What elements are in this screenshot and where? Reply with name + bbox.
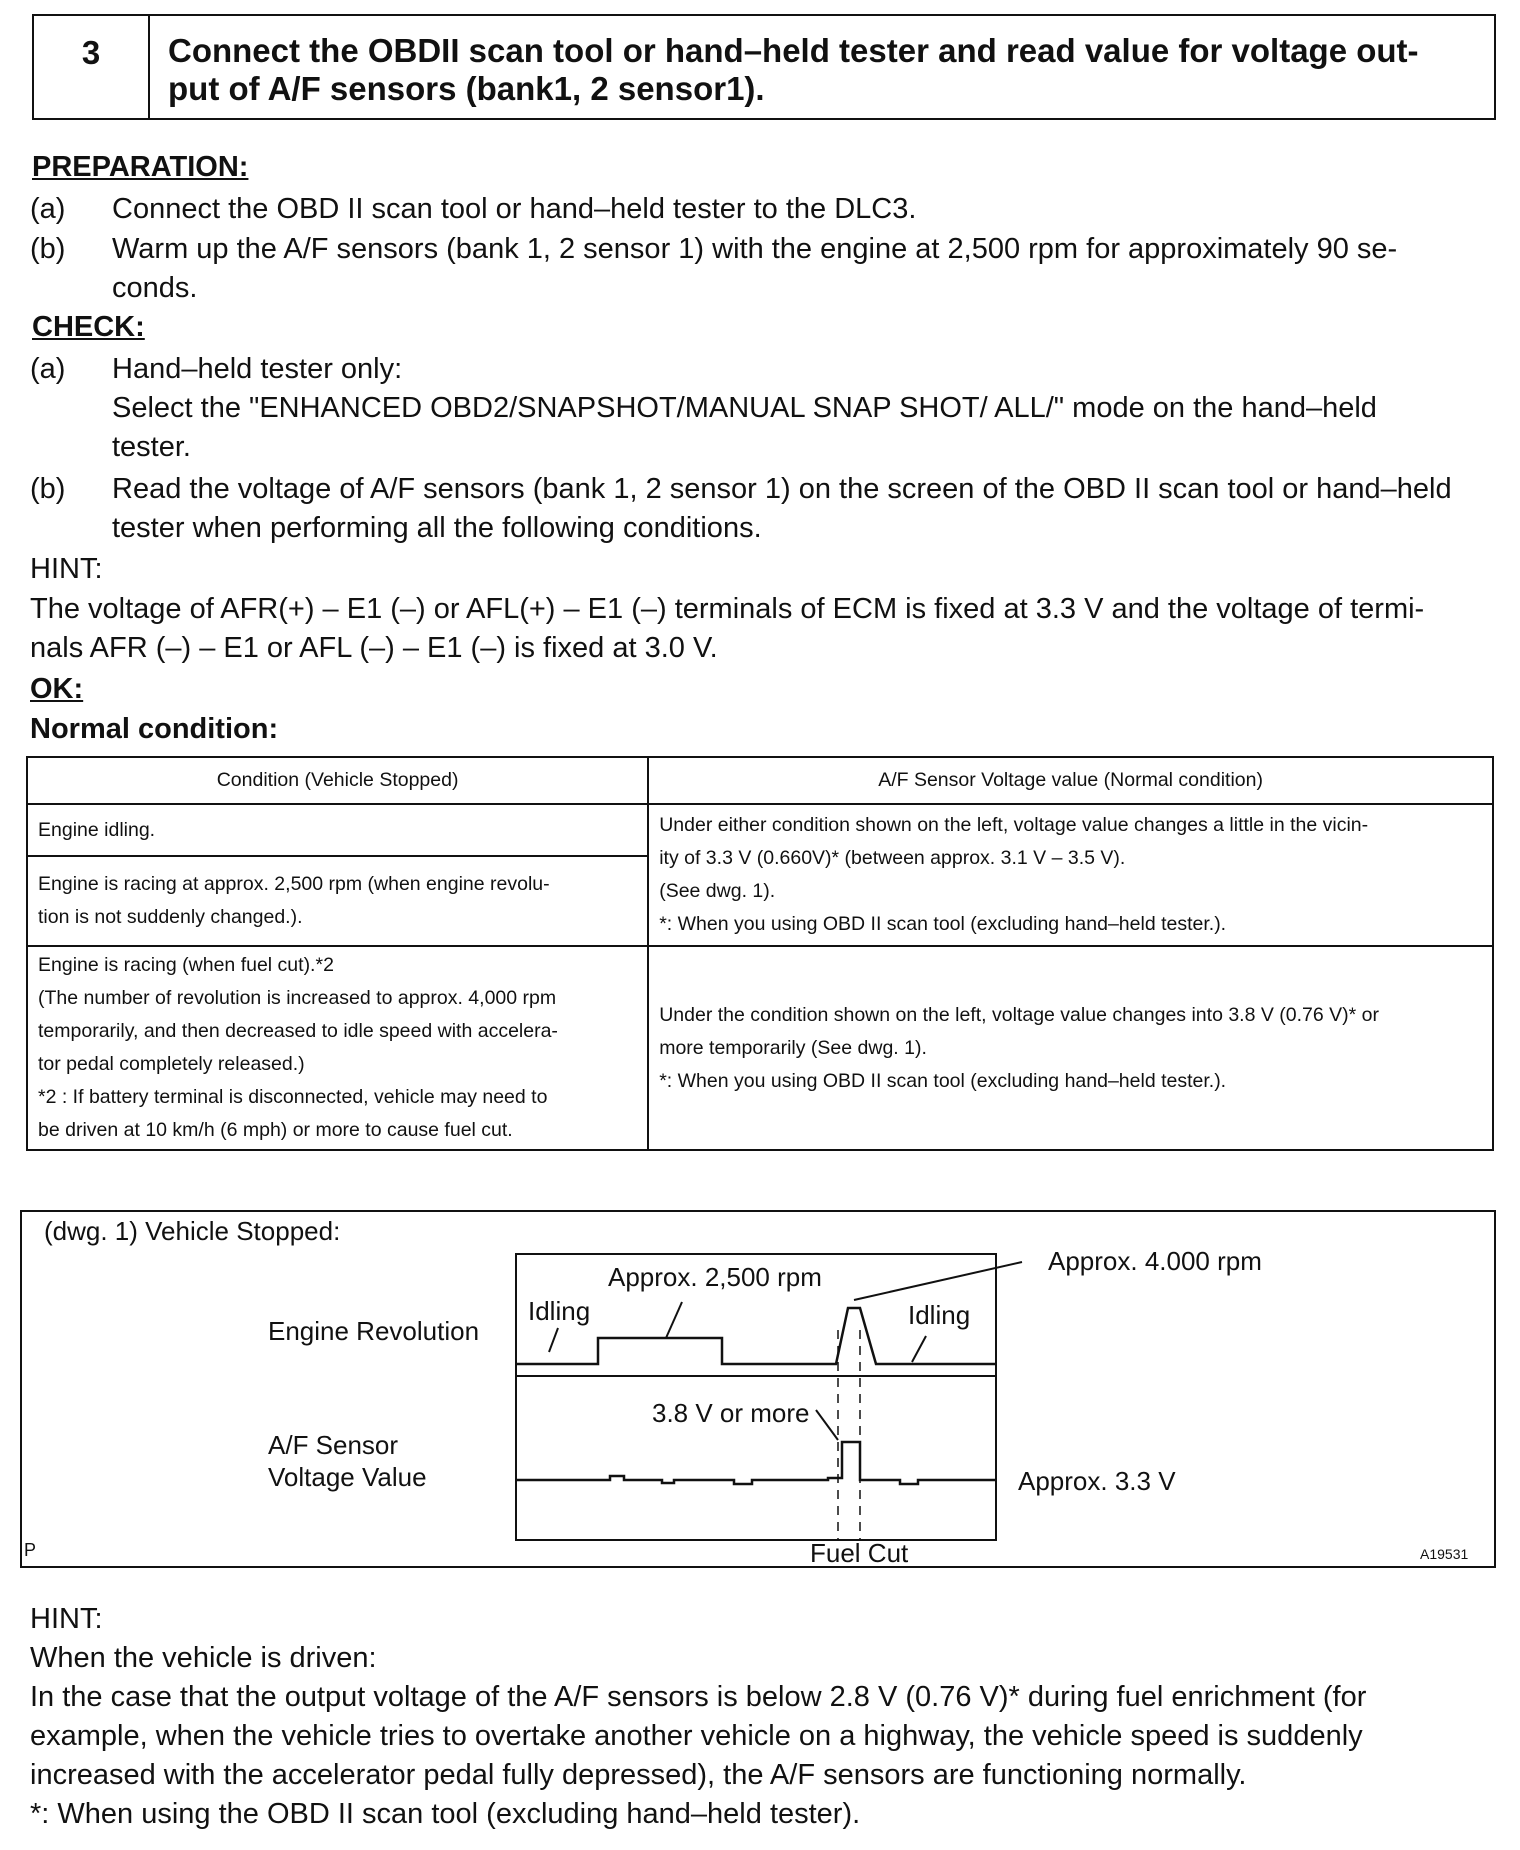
leader-line: [912, 1336, 926, 1362]
item-text: Connect the OBD II scan tool or hand–held tester to the DLC3.: [112, 193, 917, 225]
figure-caption: (dwg. 1) Vehicle Stopped:: [44, 1216, 341, 1246]
check-heading: CHECK:: [32, 311, 145, 343]
step-title: [150, 16, 1494, 118]
item-text: tester.: [112, 431, 191, 463]
rpm-2500-label: Approx. 2,500 rpm: [608, 1262, 822, 1292]
item-text: tester when performing all the following conditions.: [112, 512, 762, 544]
table-row: [27, 946, 1493, 1150]
hint-line: *: When using the OBD II scan tool (excluding hand–held tester).: [30, 1798, 861, 1830]
item-label: (a): [30, 193, 66, 225]
hint-line: When the vehicle is driven:: [30, 1642, 377, 1674]
hint-driven-block: [30, 1600, 1500, 1834]
leader-line: [549, 1328, 558, 1352]
hint-heading: HINT:: [30, 553, 103, 585]
check-item-b: [30, 470, 1500, 548]
voltage-33-label: Approx. 3.3 V: [1018, 1466, 1176, 1496]
hint-line: increased with the accelerator pedal fully depressed), the A/F sensors are functioning normally.: [30, 1759, 1247, 1791]
rpm-4000-label: Approx. 4.000 rpm: [1048, 1246, 1262, 1276]
check-item-a: [30, 350, 1500, 467]
cell-line: be driven at 10 km/h (6 mph) or more to cause fuel cut.: [38, 1119, 513, 1141]
column-header: A/F Sensor Voltage value (Normal condition): [648, 757, 1493, 804]
hint-line: nals AFR (–) – E1 or AFL (–) – E1 (–) is fixed at 3.0 V.: [30, 632, 718, 664]
sensor-voltage-trace: [516, 1442, 996, 1484]
table-row: [27, 804, 1493, 856]
voltage-diagram: [20, 1210, 1496, 1568]
item-text: Read the voltage of A/F sensors (bank 1, 2 sensor 1) on the screen of the OBD II scan tool or hand–held: [112, 473, 1452, 505]
item-label: (b): [30, 473, 66, 505]
cell-line: (The number of revolution is increased to approx. 4,000 rpm: [38, 987, 557, 1009]
table-cell: [27, 856, 648, 946]
item-text: conds.: [112, 272, 198, 304]
item-text: Hand–held tester only:: [112, 353, 403, 385]
table-header-row: [27, 757, 1493, 804]
sensor-voltage-label: Voltage Value: [268, 1462, 427, 1492]
ok-heading: OK:: [30, 673, 84, 705]
cell-line: (See dwg. 1).: [659, 880, 776, 902]
leader-line: [666, 1302, 682, 1338]
cell-line: tor pedal completely released.): [38, 1053, 305, 1075]
hint-text: [30, 590, 1500, 668]
table-cell: [648, 804, 1493, 946]
fuel-cut-label: Fuel Cut: [810, 1538, 909, 1568]
idling-label: Idling: [528, 1296, 591, 1326]
normal-condition-heading: Normal condition:: [30, 713, 279, 745]
step-title-line: put of A/F sensors (bank1, 2 sensor1).: [168, 70, 765, 107]
cell-line: tion is not suddenly changed.).: [38, 906, 303, 928]
cell-line: Engine is racing at approx. 2,500 rpm (when engine revolu-: [38, 873, 550, 895]
item-label: (a): [30, 353, 66, 385]
preparation-item-a: [30, 190, 1500, 229]
step-header: [32, 14, 1496, 120]
leader-line: [816, 1410, 838, 1440]
column-header: Condition (Vehicle Stopped): [27, 757, 648, 804]
hint-line: In the case that the output voltage of the A/F sensors is below 2.8 V (0.76 V)* during fuel enrichment (for: [30, 1681, 1367, 1713]
cell-line: temporarily, and then decreased to idle speed with accelera-: [38, 1020, 558, 1042]
hint-line: The voltage of AFR(+) – E1 (–) or AFL(+) – E1 (–) terminals of ECM is fixed at 3.3 V and the voltage of termi-: [30, 593, 1425, 625]
condition-table: [26, 756, 1494, 1151]
item-label: (b): [30, 233, 66, 265]
cell-line: *: When you using OBD II scan tool (excluding hand–held tester.).: [659, 913, 1227, 935]
preparation-item-b: [30, 230, 1500, 308]
cell-line: Engine is racing (when fuel cut).*2: [38, 954, 334, 976]
table-cell: Engine idling.: [27, 804, 648, 856]
cell-line: *: When you using OBD II scan tool (excluding hand–held tester.).: [659, 1069, 1227, 1092]
item-text: Select the "ENHANCED OBD2/SNAPSHOT/MANUAL SNAP SHOT/ ALL/" mode on the hand–held: [112, 392, 1377, 424]
sensor-voltage-label: A/F Sensor: [268, 1430, 399, 1460]
cell-line: Under either condition shown on the left, voltage value changes a little in the vicin-: [659, 814, 1369, 836]
engine-revolution-label: Engine Revolution: [268, 1316, 480, 1346]
hint-heading: HINT:: [30, 1603, 103, 1635]
idling-label: Idling: [908, 1300, 971, 1330]
cell-line: Under the condition shown on the left, voltage value changes into 3.8 V (0.76 V)* or: [659, 1003, 1379, 1026]
step-number: 3: [34, 16, 150, 118]
cell-line: more temporarily (See dwg. 1).: [659, 1036, 927, 1059]
table-cell: [27, 946, 648, 1150]
cell-line: ity of 3.3 V (0.660V)* (between approx. 3.1 V – 3.5 V).: [659, 847, 1126, 869]
item-text: Warm up the A/F sensors (bank 1, 2 sensor 1) with the engine at 2,500 rpm for approximately 90 se-: [112, 233, 1398, 265]
voltage-38-label: 3.8 V or more: [652, 1398, 810, 1428]
step-title-line: Connect the OBDII scan tool or hand–held tester and read value for voltage out-: [168, 32, 1419, 69]
preparation-heading: PREPARATION:: [32, 151, 249, 183]
corner-mark: P: [24, 1540, 37, 1560]
figure-id: A19531: [1420, 1546, 1469, 1562]
hint-line: example, when the vehicle tries to overtake another vehicle on a highway, the vehicle speed is suddenly: [30, 1720, 1363, 1752]
cell-line: *2 : If battery terminal is disconnected, vehicle may need to: [38, 1086, 548, 1108]
table-cell: [648, 946, 1493, 1150]
